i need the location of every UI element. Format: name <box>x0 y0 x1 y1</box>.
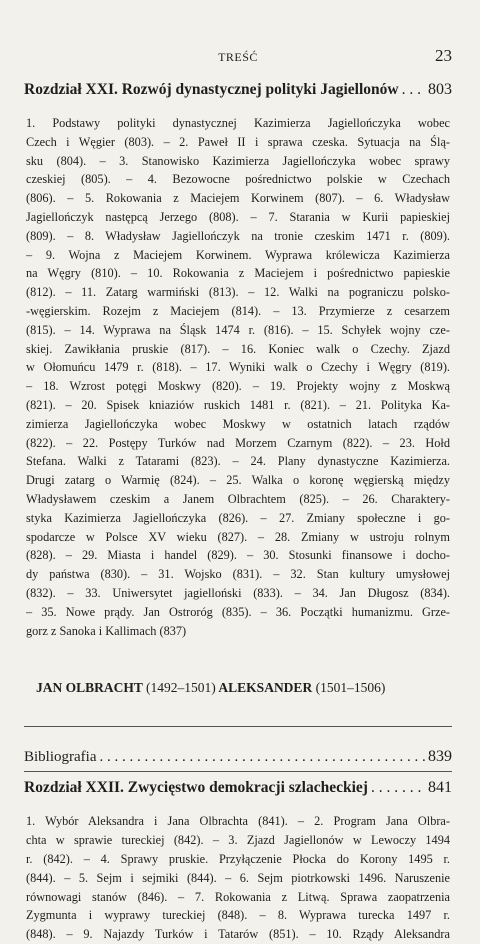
contents-line: (806). – 5. Rokowania z Maciejem Korwinem (807). – 6. Władysław <box>26 191 450 206</box>
chapter-21-title: Rozdział XXI. Rozwój dynastycznej polityki Jagiellonów <box>24 81 399 98</box>
contents-line: – 35. Nowe prądy. Jan Ostroróg (835). – 36. Początki humanizmu. Grze- <box>26 604 450 619</box>
dot-leader <box>99 747 425 767</box>
contents-line: Drugi zatarg o Warmię (824). – 25. Walka o koronę węgierską między <box>26 473 450 488</box>
contents-line: dy państwa (830). – 31. Wojsko (831). – 32. Stan kultury umysłowej <box>26 567 450 582</box>
contents-line: sku (804). – 3. Stanowisko Kazimierza Jagiellończyka wobec sprawy <box>26 153 450 168</box>
reign-dates-2: (1501–1506) <box>315 680 386 696</box>
dot-leader <box>402 80 425 100</box>
contents-line: skiej. Zawikłania pruskie (817). – 16. Koniec walk o Czechy. Zjazd <box>26 341 450 356</box>
contents-line: (832). – 33. Uniwersytet jagielloński (833). – 34. Jan Długosz (834). <box>26 585 450 600</box>
chapter-22-contents <box>24 812 452 944</box>
contents-line: zimierza Jagiellończyka wobec Moskwy w ostatnich latach rządów <box>26 416 450 431</box>
reign-king-2: ALEKSANDER <box>218 680 313 696</box>
reign-heading <box>24 680 452 696</box>
contents-line: Jagiellończyk następcą Jerzego (808). – 7. Starania w Kurii papieskiej <box>26 209 450 224</box>
contents-line: styka Kazimierza Jagiellończyka (826). – 27. Zmiany społeczne i go- <box>26 510 450 525</box>
section-rule <box>24 771 452 772</box>
contents-line: (809). – 8. Władysław Jagiellończyk na tronie czeskim 1471 r. (809). <box>26 228 450 243</box>
contents-line: 1. Wybór Aleksandra i Jana Olbrachta (841). – 2. Program Jana Olbra- <box>26 814 450 829</box>
contents-line: (848). – 9. Najazdy Turków i Tatarów (851). – 10. Rządy Aleksandra <box>26 927 450 942</box>
contents-line: (821). – 20. Spisek kniaziów ruskich 1481 r. (821). – 21. Polityka Ka- <box>26 397 450 412</box>
contents-line: (828). – 29. Miasta i handel (829). – 30. Stosunki finansowe i docho- <box>26 548 450 563</box>
bibliography-page: 839 <box>428 748 452 766</box>
contents-line: spodarcze w Polsce XV wieku (827). – 28. Zmiany w ustroju rolnym <box>26 529 450 544</box>
contents-line: r. (842). – 4. Sprawy pruskie. Przyłączenie Płocka do Korony 1495 r. <box>26 851 450 866</box>
page-number: 23 <box>435 46 452 65</box>
reign-king-1: JAN OLBRACHT <box>36 680 143 696</box>
contents-line: -węgierskim. Rozejm z Maciejem (814). – 13. Przymierze z cesarzem <box>26 303 450 318</box>
contents-line: Zygmunta i wyprawy tureckiej (848). – 8. Wyprawa turecka 1497 r. <box>26 908 450 923</box>
contents-line: (822). – 22. Postępy Turków nad Morzem Czarnym (822). – 23. Hołd <box>26 435 450 450</box>
chapter-21-page: 803 <box>428 81 452 98</box>
bibliography-entry <box>24 747 452 767</box>
contents-line: chta w sprawie tureckiej (842). – 3. Zjazd Jagiellonów w Lewoczy 1494 <box>26 833 450 848</box>
reign-dates-1: (1492–1501) <box>146 680 216 696</box>
contents-line: 1. Podstawy polityki dynastycznej Kazimierza Jagiellończyka wobec <box>26 116 450 130</box>
bibliography-title: Bibliografia <box>24 749 97 766</box>
running-head-title: TREŚĆ <box>218 50 258 64</box>
contents-line: (812). – 11. Zatarg warmiński (813). – 12. Walki na pograniczu polsko- <box>26 285 450 300</box>
contents-line: – 18. Wzrost potęgi Moskwy (820). – 19. Projekty wojny z Moskwą <box>26 379 450 394</box>
contents-line: na Węgry (810). – 10. Rokowania z Maciejem i pośrednictwo papieskie <box>26 266 450 281</box>
chapter-22-title: Rozdział XXII. Zwycięstwo demokracji szlacheckiej <box>24 779 368 797</box>
contents-line: (815). – 14. Wyprawa na Śląsk 1474 r. (816). – 15. Schyłek wojny cze- <box>26 322 450 337</box>
contents-line: (844). – 5. Sejm i sejmiki (844). – 6. Sejm piotrkowski 1496. Naruszenie <box>26 870 450 885</box>
contents-line: równowagi stanów (846). – 7. Rokowania z Litwą. Sprawa zaopatrzenia <box>26 889 450 904</box>
chapter-22-heading <box>24 778 452 798</box>
chapter-21-contents <box>24 114 452 640</box>
running-head <box>24 46 452 68</box>
table-of-contents <box>24 80 452 944</box>
contents-line: Czech i Węgier (803). – 2. Paweł II i sprawa czeska. Sytuacja na Ślą- <box>26 134 450 149</box>
dot-leader <box>371 778 425 798</box>
section-rule <box>24 726 452 727</box>
contents-line: Stefana. Walki z Tatarami (823). – 24. Plany dynastyczne Kazimierza. <box>26 454 450 469</box>
contents-line: gorz z Sanoka i Kallimach (837) <box>26 623 187 638</box>
contents-line: w Ołomuńcu 1479 r. (818). – 17. Wyniki walk o Czechy i Węgry (819). <box>26 360 450 375</box>
chapter-22-page: 841 <box>428 779 452 797</box>
contents-line: Władysławem czeskim a Janem Olbrachtem (825). – 26. Charaktery- <box>26 491 450 506</box>
contents-line: – 9. Wojna z Maciejem Korwinem. Wyprawa królewicza Kazimierza <box>26 247 450 262</box>
contents-line: czeskiej (805). – 4. Bezowocne pośrednictwo polskie w Czechach <box>26 172 450 187</box>
chapter-21-heading <box>24 80 452 100</box>
